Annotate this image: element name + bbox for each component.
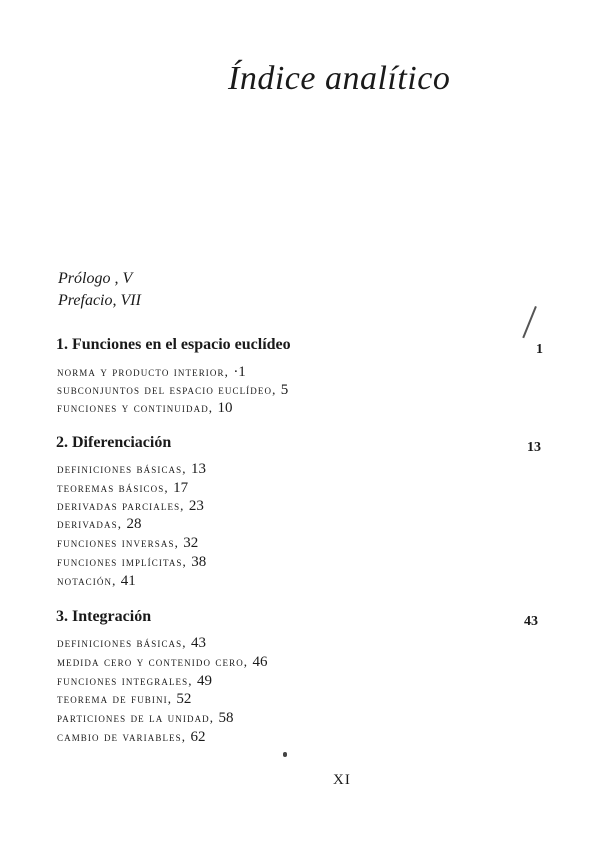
toc-entry: particiones de la unidad, 58: [57, 710, 234, 726]
toc-entry: funciones implícitas, 38: [57, 554, 207, 570]
toc-entry: derivadas parciales, 23: [57, 498, 204, 514]
chapter-3-title: 3. Integración: [56, 608, 152, 625]
toc-entry: funciones inversas, 32: [57, 535, 199, 551]
front-prefacio: Prefacio, VII: [58, 292, 141, 309]
toc-entry: definiciones básicas, 43: [57, 635, 206, 651]
page-folio: XI: [333, 772, 351, 788]
toc-entry: definiciones básicas, 13: [57, 461, 206, 477]
toc-entry: cambio de variables, 62: [57, 729, 206, 745]
toc-entry: norma y producto interior, ·1: [57, 364, 246, 380]
toc-entry: notación, 41: [57, 573, 136, 589]
toc-entry: medida cero y contenido cero, 46: [57, 654, 268, 670]
chapter-1-page: 1: [536, 342, 543, 357]
toc-entry: teoremas básicos, 17: [57, 480, 189, 496]
toc-entry: teorema de fubini, 52: [57, 691, 192, 707]
chapter-3-page: 43: [524, 614, 538, 629]
chapter-1-title: 1. Funciones en el espacio euclídeo: [56, 336, 291, 353]
toc-entry: derivadas, 28: [57, 516, 142, 532]
page-title: Índice analítico: [228, 60, 451, 97]
ink-speck: [283, 752, 287, 757]
chapter-2-page: 13: [527, 440, 541, 455]
toc-entry: funciones y continuidad, 10: [57, 400, 233, 416]
pencil-mark: [522, 306, 537, 338]
toc-entry: subconjuntos del espacio euclídeo, 5: [57, 382, 289, 398]
toc-entry: funciones integrales, 49: [57, 673, 212, 689]
front-prologo: Prólogo , V: [58, 270, 133, 287]
chapter-2-title: 2. Diferenciación: [56, 434, 172, 451]
